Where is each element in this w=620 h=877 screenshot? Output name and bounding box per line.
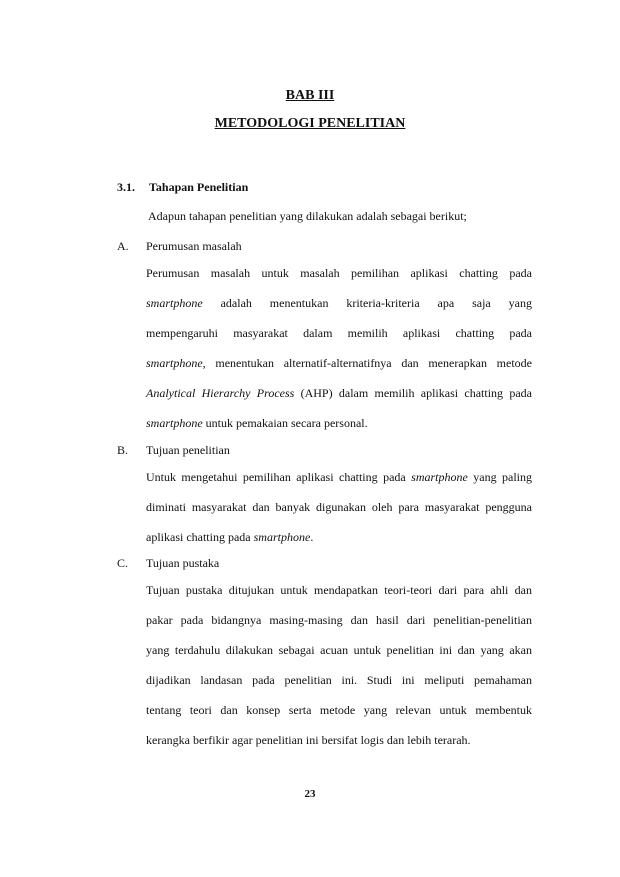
list-item-c — [117, 556, 219, 571]
paragraph-line — [146, 264, 532, 294]
line-text: Untuk mengetahui pemilihan aplikasi chatting pada — [146, 470, 412, 484]
paragraph-line — [146, 354, 532, 384]
line-text: diminati masyarakat dan banyak digunakan oleh para masyarakat pengguna — [146, 500, 532, 514]
line-text: tentang teori dan konsep serta metode yang relevan untuk membentuk — [146, 703, 532, 717]
section-number: 3.1. — [117, 180, 135, 194]
line-text: . — [310, 530, 314, 544]
italic-term: smartphone — [253, 530, 311, 544]
item-title: Perumusan masalah — [146, 239, 242, 253]
chapter-heading: BAB III — [285, 88, 335, 103]
section-heading — [117, 180, 248, 195]
line-text: yang terdahulu dilakukan sebagai acuan untuk penelitian ini dan yang akan — [146, 643, 532, 657]
paragraph-line — [146, 414, 532, 444]
item-title: Tujuan pustaka — [146, 556, 220, 570]
chapter-title: METODOLOGI PENELITIAN — [214, 116, 406, 131]
page-number: 23 — [304, 788, 316, 800]
item-a-paragraph — [146, 264, 532, 444]
line-text: yang paling — [467, 470, 532, 484]
item-title: Tujuan penelitian — [146, 443, 230, 457]
line-text: adalah menentukan kriteria-kriteria apa saja yang — [202, 296, 532, 310]
paragraph-line — [146, 324, 532, 354]
line-text: Tujuan pustaka ditujukan untuk mendapatkan teori-teori dari para ahli dan — [146, 583, 532, 597]
line-text: dijadikan landasan pada penelitian ini. Studi ini meliputi pemahaman — [146, 673, 532, 687]
item-letter: B. — [117, 443, 129, 457]
paragraph-line — [146, 528, 532, 558]
item-b-paragraph — [146, 468, 532, 558]
line-text: aplikasi chatting pada — [146, 530, 254, 544]
line-text: kerangka berfikir agar penelitian ini bersifat logis dan lebih terarah. — [146, 733, 471, 747]
line-text: (AHP) dalam memilih aplikasi chatting pada — [294, 386, 532, 400]
paragraph-line — [146, 294, 532, 324]
section-title: Tahapan Penelitian — [149, 180, 249, 194]
line-text: mempengaruhi masyarakat dalam memilih aplikasi chatting pada — [146, 326, 532, 340]
paragraph-line — [146, 701, 532, 731]
line-text: Perumusan masalah untuk masalah pemilihan aplikasi chatting pada — [146, 266, 532, 280]
paragraph-line — [146, 641, 532, 671]
paragraph-line — [146, 581, 532, 611]
item-c-paragraph — [146, 581, 532, 761]
paragraph-line — [146, 468, 532, 498]
paragraph-line — [146, 498, 532, 528]
line-text: , menentukan alternatif-alternatifnya dan menerapkan metode — [202, 356, 532, 370]
item-letter: C. — [117, 556, 129, 570]
paragraph-line — [146, 731, 532, 761]
italic-term: smartphone — [146, 356, 203, 370]
item-letter: A. — [117, 239, 129, 253]
line-text: pakar pada bidangnya masing-masing dan hasil dari penelitian-penelitian — [146, 613, 532, 627]
italic-term: smartphone — [146, 416, 203, 430]
paragraph-line — [146, 611, 532, 641]
italic-term: smartphone — [146, 296, 203, 310]
paragraph-line — [146, 671, 532, 701]
list-item-b — [117, 443, 230, 458]
italic-term: Analytical Hierarchy Process — [146, 386, 295, 400]
list-item-a — [117, 239, 242, 254]
italic-term: smartphone — [411, 470, 468, 484]
intro-paragraph: Adapun tahapan penelitian yang dilakukan adalah sebagai berikut; — [148, 209, 467, 223]
line-text: untuk pemakaian secara personal. — [202, 416, 368, 430]
paragraph-line — [146, 384, 532, 414]
